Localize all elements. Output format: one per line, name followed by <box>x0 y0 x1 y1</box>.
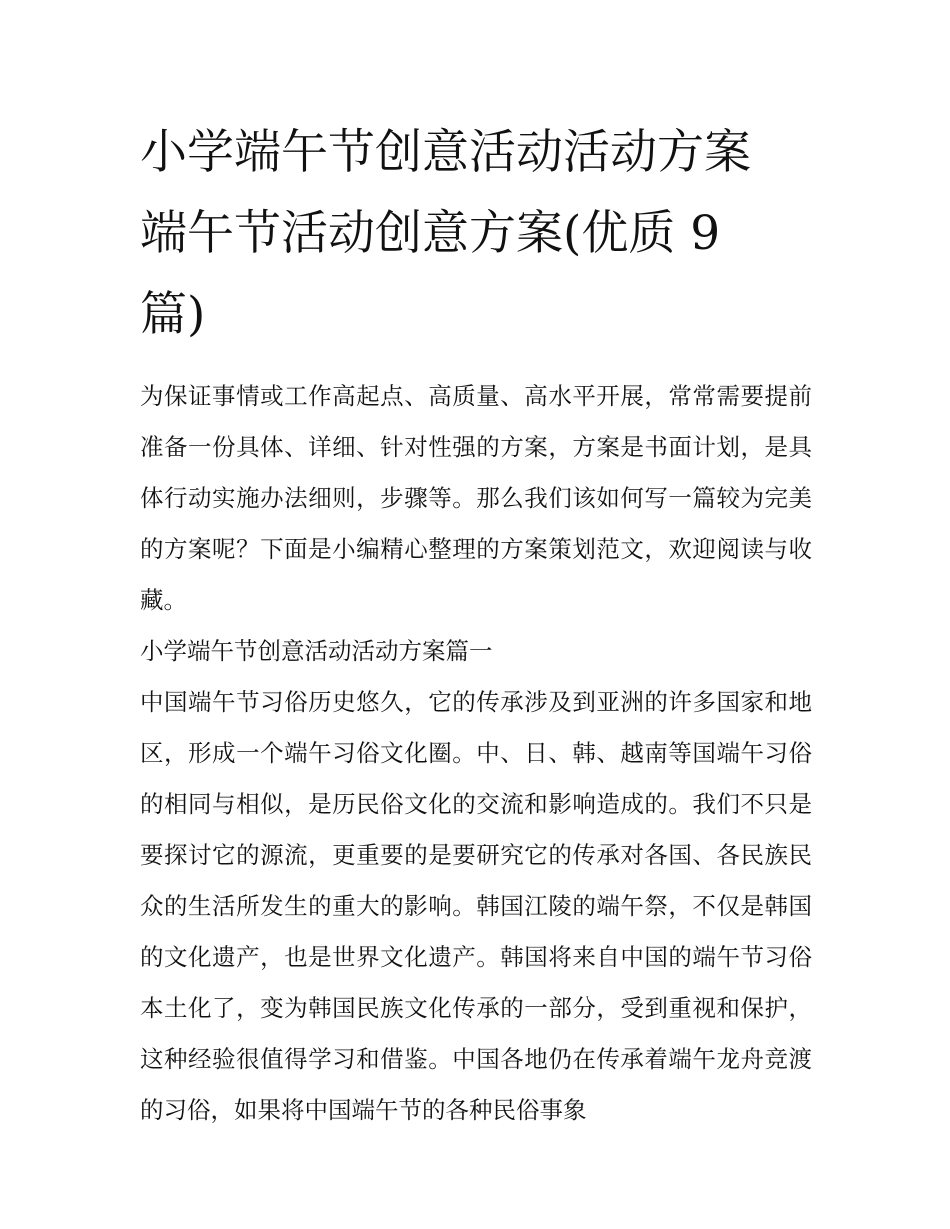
intro-paragraph: 为保证事情或工作高起点、高质量、高水平开展，常常需要提前准备一份具体、详细、针对性强的方案，方案是书面计划，是具体行动实施办法细则，步骤等。那么我们该如何写一篇较为完美的方案呢？下面是小编精心整理的方案策划范文，欢迎阅读与收藏。 <box>140 382 812 614</box>
section-heading: 小学端午节创意活动活动方案篇一 <box>140 637 493 665</box>
title-line-1: 小学端午节创意活动活动方案 <box>140 125 751 180</box>
document-page <box>140 112 812 1136</box>
section-paragraph: 中国端午节习俗历史悠久，它的传承涉及到亚洲的许多国家和地区，形成一个端午习俗文化圈。中、日、韩、越南等国端午习俗的相同与相似，是历民俗文化的交流和影响造成的。我们不只是要探讨它的源流，更重要的是要研究它的传承对各国、各民族民众的生活所发生的重大的影响。韩国江陵的端午祭，不仅是韩国的文化遗产，也是世界文化遗产。韩国将来自中国的端午节习俗本土化了，变为韩国民族文化传承的一部分，受到重视和保护，这种经验很值得学习和借鉴。中国各地仍在传承着端午龙舟竞渡的习俗，如果将中国端午节的各种民俗事象 <box>140 688 812 1124</box>
title-line-3: 篇) <box>140 287 206 342</box>
document-body <box>140 371 812 1136</box>
title-line-2: 端午节活动创意方案(优质 9 <box>140 206 721 261</box>
document-title <box>140 112 812 355</box>
